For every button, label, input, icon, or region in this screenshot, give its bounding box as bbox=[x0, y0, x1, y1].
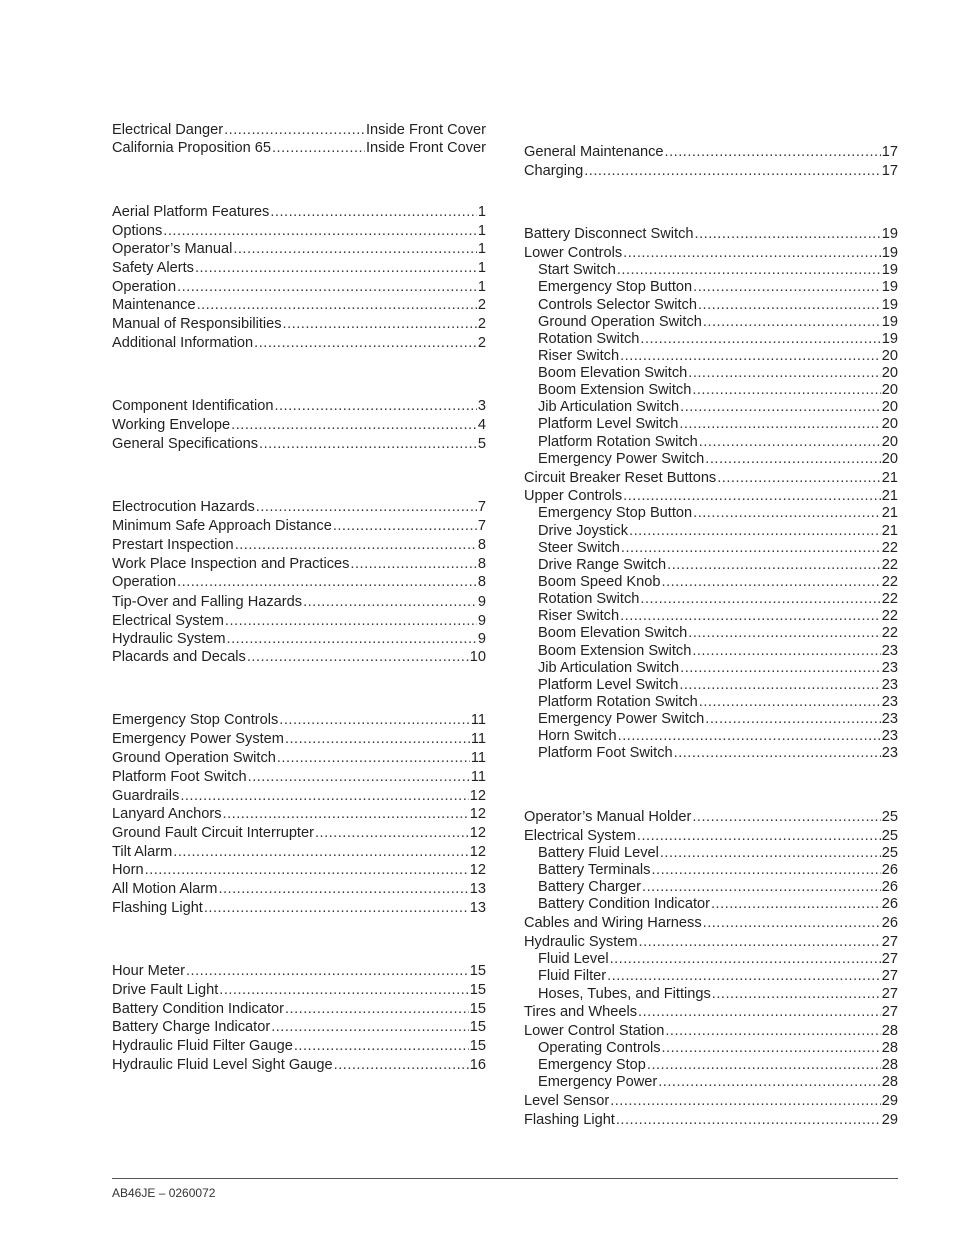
toc-entry bbox=[112, 397, 486, 416]
toc-entry-title: Emergency Stop Controls bbox=[112, 712, 279, 728]
toc-entry bbox=[112, 121, 486, 140]
toc-entry bbox=[538, 1073, 898, 1092]
dot-leader bbox=[231, 416, 477, 435]
toc-entry-title: Platform Foot Switch bbox=[538, 745, 673, 761]
toc-entry-page: 28 bbox=[881, 1040, 898, 1056]
toc-entry-title: Circuit Breaker Reset Buttons bbox=[524, 470, 717, 486]
toc-entry-title: Hydraulic System bbox=[524, 934, 638, 950]
toc-entry-title: Drive Fault Light bbox=[112, 982, 219, 998]
toc-entry bbox=[538, 967, 898, 986]
toc-entry-page: 8 bbox=[477, 537, 486, 553]
toc-entry-page: 11 bbox=[470, 769, 486, 785]
toc-entry-title: Aerial Platform Features bbox=[112, 204, 270, 220]
dot-leader bbox=[235, 536, 477, 555]
dot-leader bbox=[679, 415, 880, 434]
toc-entry-page: 12 bbox=[469, 862, 486, 878]
dot-leader bbox=[692, 808, 880, 827]
toc-entry-title: Flashing Light bbox=[112, 900, 203, 916]
toc-entry-page: 20 bbox=[881, 365, 898, 381]
toc-entry-title: Emergency Power System bbox=[112, 731, 284, 747]
toc-entry-page: 17 bbox=[881, 144, 898, 160]
toc-entry bbox=[538, 744, 898, 763]
toc-entry-title: Placards and Decals bbox=[112, 649, 246, 665]
dot-leader bbox=[227, 630, 477, 649]
toc-entry bbox=[112, 278, 486, 297]
toc-entry-title: Minimum Safe Approach Distance bbox=[112, 518, 332, 534]
toc-entry-page: 20 bbox=[881, 399, 898, 415]
toc-entry-title: Riser Switch bbox=[538, 348, 620, 364]
dot-leader bbox=[717, 469, 881, 488]
toc-entry-title: Battery Charger bbox=[538, 879, 642, 895]
toc-entry bbox=[112, 203, 486, 222]
toc-entry-page: 26 bbox=[881, 879, 898, 895]
toc-entry-title: All Motion Alarm bbox=[112, 881, 218, 897]
dot-leader bbox=[247, 648, 469, 667]
toc-entry-title: California Proposition 65 bbox=[112, 140, 271, 156]
toc-entry-page: 23 bbox=[881, 711, 898, 727]
dot-leader bbox=[195, 259, 477, 278]
toc-entry-page: 23 bbox=[881, 728, 898, 744]
toc-entry-page: 25 bbox=[881, 845, 898, 861]
dot-leader bbox=[712, 985, 881, 1004]
toc-entry bbox=[112, 730, 486, 749]
dot-leader bbox=[225, 612, 477, 631]
toc-entry-title: Hydraulic Fluid Level Sight Gauge bbox=[112, 1057, 333, 1073]
toc-entry bbox=[112, 824, 486, 843]
dot-leader bbox=[705, 450, 880, 469]
toc-entry bbox=[524, 1092, 898, 1111]
toc-entry bbox=[112, 1018, 486, 1037]
toc-entry bbox=[112, 296, 486, 315]
toc-entry-page: 22 bbox=[881, 557, 898, 573]
toc-entry bbox=[538, 895, 898, 914]
toc-entry bbox=[538, 504, 898, 523]
toc-entry-title: Ground Fault Circuit Interrupter bbox=[112, 825, 314, 841]
dot-leader bbox=[638, 1003, 881, 1022]
dot-leader bbox=[173, 843, 468, 862]
toc-entry-page: 22 bbox=[881, 625, 898, 641]
dot-leader bbox=[259, 435, 477, 454]
toc-entry-page: 9 bbox=[477, 631, 486, 647]
toc-entry-title: Emergency Power Switch bbox=[538, 451, 705, 467]
toc-entry-title: Platform Level Switch bbox=[538, 677, 679, 693]
toc-entry-page: 15 bbox=[469, 1001, 486, 1017]
dot-leader bbox=[584, 162, 881, 181]
toc-entry-page: 11 bbox=[470, 750, 486, 766]
toc-entry-title: Operator’s Manual bbox=[112, 241, 233, 257]
dot-leader bbox=[616, 1111, 881, 1130]
toc-entry bbox=[112, 517, 486, 536]
dot-leader bbox=[711, 895, 881, 914]
dot-leader bbox=[695, 225, 881, 244]
toc-entry-page: 20 bbox=[881, 416, 898, 432]
toc-entry-page: 25 bbox=[881, 828, 898, 844]
toc-entry-page: 11 bbox=[470, 731, 486, 747]
toc-entry-title: Fluid Filter bbox=[538, 968, 607, 984]
toc-entry-title: Work Place Inspection and Practices bbox=[112, 556, 350, 572]
toc-entry-title: Boom Elevation Switch bbox=[538, 365, 688, 381]
toc-entry bbox=[112, 139, 486, 158]
toc-entry-page: 1 bbox=[477, 204, 486, 220]
dot-leader bbox=[283, 315, 477, 334]
dot-leader bbox=[703, 914, 881, 933]
toc-entry-page: 19 bbox=[881, 279, 898, 295]
toc-entry-page: 19 bbox=[881, 245, 898, 261]
toc-entry bbox=[112, 334, 486, 353]
toc-entry-page: 12 bbox=[469, 825, 486, 841]
dot-leader bbox=[350, 555, 476, 574]
toc-entry-page: 25 bbox=[881, 809, 898, 825]
toc-entry-title: Boom Extension Switch bbox=[538, 643, 692, 659]
toc-entry-page: 28 bbox=[881, 1074, 898, 1090]
toc-entry bbox=[112, 843, 486, 862]
toc-entry-page: 23 bbox=[881, 660, 898, 676]
toc-entry-title: Operation bbox=[112, 574, 177, 590]
toc-entry-page: 2 bbox=[477, 297, 486, 313]
dot-leader bbox=[285, 1000, 469, 1019]
toc-entry-title: Hour Meter bbox=[112, 963, 185, 979]
toc-entry bbox=[112, 536, 486, 555]
toc-entry-title: Prestart Inspection bbox=[112, 537, 234, 553]
toc-entry-title: Riser Switch bbox=[538, 608, 620, 624]
toc-entry-page: 19 bbox=[881, 314, 898, 330]
toc-entry-page: 8 bbox=[477, 574, 486, 590]
dot-leader bbox=[279, 711, 470, 730]
toc-entry-page: 19 bbox=[881, 297, 898, 313]
toc-entry-title: Tilt Alarm bbox=[112, 844, 173, 860]
dot-leader bbox=[607, 967, 881, 986]
toc-entry-title: Ground Operation Switch bbox=[538, 314, 702, 330]
toc-entry-page: 20 bbox=[881, 382, 898, 398]
toc-entry-title: Hydraulic System bbox=[112, 631, 226, 647]
toc-entry-title: Lower Controls bbox=[524, 245, 623, 261]
toc-entry-page: 12 bbox=[469, 788, 486, 804]
toc-entry bbox=[538, 278, 898, 297]
toc-entry-title: Ground Operation Switch bbox=[112, 750, 276, 766]
toc-entry-page: 1 bbox=[477, 241, 486, 257]
toc-entry-title: Fluid Level bbox=[538, 951, 609, 967]
dot-leader bbox=[277, 749, 470, 768]
dot-leader bbox=[665, 143, 881, 162]
toc-entry bbox=[112, 416, 486, 435]
toc-entry-page: 15 bbox=[469, 1038, 486, 1054]
toc-entry-page: 7 bbox=[477, 518, 486, 534]
toc-entry-page: 28 bbox=[881, 1057, 898, 1073]
dot-leader bbox=[145, 861, 469, 880]
toc-entry-title: General Specifications bbox=[112, 436, 259, 452]
toc-entry-title: Battery Condition Indicator bbox=[538, 896, 710, 912]
toc-entry bbox=[524, 808, 898, 827]
toc-entry-title: Operator’s Manual Holder bbox=[524, 809, 692, 825]
toc-entry-page: 21 bbox=[881, 505, 898, 521]
toc-entry bbox=[524, 469, 898, 488]
dot-leader bbox=[177, 278, 477, 297]
toc-entry bbox=[112, 711, 486, 730]
dot-leader bbox=[186, 962, 469, 981]
toc-entry-page: 10 bbox=[469, 649, 486, 665]
toc-entry-page: 29 bbox=[881, 1112, 898, 1128]
toc-entry-title: Battery Condition Indicator bbox=[112, 1001, 284, 1017]
toc-entry-title: Platform Rotation Switch bbox=[538, 694, 698, 710]
toc-entry-page: 21 bbox=[881, 523, 898, 539]
toc-entry-page: 22 bbox=[881, 591, 898, 607]
toc-entry-title: Drive Joystick bbox=[538, 523, 629, 539]
toc-entry-title: Boom Elevation Switch bbox=[538, 625, 688, 641]
toc-entry-page: 5 bbox=[477, 436, 486, 452]
toc-entry-title: Manual of Responsibilities bbox=[112, 316, 282, 332]
toc-entry-title: Battery Disconnect Switch bbox=[524, 226, 694, 242]
toc-entry bbox=[112, 498, 486, 517]
toc-entry bbox=[524, 914, 898, 933]
toc-entry-page: 27 bbox=[881, 934, 898, 950]
toc-entry-page: 2 bbox=[477, 316, 486, 332]
toc-entry-page: 7 bbox=[477, 499, 486, 515]
dot-leader bbox=[224, 121, 365, 140]
dot-leader bbox=[294, 1037, 469, 1056]
toc-entry-page: 29 bbox=[881, 1093, 898, 1109]
toc-entry-title: Operation bbox=[112, 279, 177, 295]
toc-entry bbox=[112, 768, 486, 787]
toc-entry-page: Inside Front Cover bbox=[365, 122, 486, 138]
toc-entry-page: 13 bbox=[469, 900, 486, 916]
dot-leader bbox=[204, 899, 469, 918]
toc-entry bbox=[112, 880, 486, 899]
toc-entry-title: Tires and Wheels bbox=[524, 1004, 638, 1020]
toc-entry-page: 15 bbox=[469, 982, 486, 998]
toc-entry-title: Options bbox=[112, 223, 163, 239]
toc-entry-page: 15 bbox=[469, 963, 486, 979]
toc-entry-title: Platform Foot Switch bbox=[112, 769, 247, 785]
toc-entry-page: 23 bbox=[881, 745, 898, 761]
toc-entry bbox=[112, 630, 486, 649]
dot-leader bbox=[223, 805, 469, 824]
dot-leader bbox=[610, 1092, 881, 1111]
toc-entry bbox=[112, 648, 486, 667]
toc-entry-page: 1 bbox=[477, 279, 486, 295]
dot-leader bbox=[334, 1056, 469, 1075]
toc-entry-page: 21 bbox=[881, 470, 898, 486]
toc-entry-page: 23 bbox=[881, 694, 898, 710]
toc-entry-title: General Maintenance bbox=[524, 144, 664, 160]
toc-entry-page: 26 bbox=[881, 862, 898, 878]
toc-entry bbox=[112, 259, 486, 278]
toc-entry-page: 20 bbox=[881, 434, 898, 450]
toc-entry-page: 22 bbox=[881, 608, 898, 624]
toc-entry-page: 16 bbox=[469, 1057, 486, 1073]
toc-entry-page: 12 bbox=[469, 806, 486, 822]
dot-leader bbox=[271, 1018, 469, 1037]
dot-leader bbox=[219, 981, 469, 1000]
toc-entry-title: Emergency Power bbox=[538, 1074, 658, 1090]
toc-entry-title: Start Switch bbox=[538, 262, 616, 278]
toc-entry-title: Emergency Stop bbox=[538, 1057, 646, 1073]
toc-entry-title: Boom Extension Switch bbox=[538, 382, 692, 398]
dot-leader bbox=[180, 787, 468, 806]
toc-entry bbox=[524, 143, 898, 162]
toc-entry bbox=[112, 805, 486, 824]
toc-entry bbox=[112, 593, 486, 612]
toc-entry-title: Emergency Stop Button bbox=[538, 505, 693, 521]
toc-entry-title: Safety Alerts bbox=[112, 260, 194, 276]
toc-entry bbox=[112, 555, 486, 574]
toc-entry-title: Jib Articulation Switch bbox=[538, 660, 680, 676]
toc-entry-page: Inside Front Cover bbox=[365, 140, 486, 156]
toc-entry-page: 19 bbox=[881, 331, 898, 347]
toc-entry bbox=[112, 1000, 486, 1019]
toc-entry bbox=[538, 415, 898, 434]
toc-entry bbox=[112, 1037, 486, 1056]
toc-entry bbox=[524, 162, 898, 181]
footer-divider bbox=[112, 1178, 898, 1179]
dot-leader bbox=[658, 1073, 881, 1092]
toc-entry-page: 17 bbox=[881, 163, 898, 179]
toc-entry-page: 20 bbox=[881, 451, 898, 467]
toc-entry-page: 2 bbox=[477, 335, 486, 351]
toc-entry-title: Electrical System bbox=[524, 828, 636, 844]
toc-entry-title: Operating Controls bbox=[538, 1040, 661, 1056]
toc-entry-title: Hoses, Tubes, and Fittings bbox=[538, 986, 711, 1002]
toc-entry-title: Upper Controls bbox=[524, 488, 623, 504]
toc-entry-title: Boom Speed Knob bbox=[538, 574, 661, 590]
dot-leader bbox=[197, 296, 477, 315]
toc-entry-title: Emergency Stop Button bbox=[538, 279, 693, 295]
dot-leader bbox=[693, 504, 881, 523]
toc-entry-title: Steer Switch bbox=[538, 540, 620, 556]
toc-entry bbox=[112, 573, 486, 592]
dot-leader bbox=[688, 624, 881, 643]
dot-leader bbox=[674, 744, 881, 763]
toc-entry-title: Platform Level Switch bbox=[538, 416, 679, 432]
toc-entry-title: Charging bbox=[524, 163, 584, 179]
toc-entry bbox=[112, 899, 486, 918]
toc-entry-page: 13 bbox=[469, 881, 486, 897]
toc-entry-page: 22 bbox=[881, 540, 898, 556]
toc-entry-title: Working Envelope bbox=[112, 417, 231, 433]
toc-entry-title: Electrical System bbox=[112, 613, 224, 629]
toc-entry bbox=[112, 612, 486, 631]
toc-entry-page: 27 bbox=[881, 951, 898, 967]
toc-entry-title: Hydraulic Fluid Filter Gauge bbox=[112, 1038, 293, 1054]
toc-entry bbox=[538, 985, 898, 1004]
dot-leader bbox=[333, 517, 477, 536]
toc-entry bbox=[112, 222, 486, 241]
dot-leader bbox=[218, 880, 468, 899]
toc-entry-page: 12 bbox=[469, 844, 486, 860]
toc-entry bbox=[112, 1056, 486, 1075]
footer-document-id: AB46JE – 0260072 bbox=[112, 1186, 216, 1200]
toc-entry-title: Battery Charge Indicator bbox=[112, 1019, 271, 1035]
dot-leader bbox=[315, 824, 469, 843]
dot-leader bbox=[270, 203, 477, 222]
dot-leader bbox=[233, 240, 477, 259]
toc-entry-page: 15 bbox=[469, 1019, 486, 1035]
toc-entry-page: 3 bbox=[477, 398, 486, 414]
toc-entry-title: Guardrails bbox=[112, 788, 180, 804]
toc-entry-page: 19 bbox=[881, 262, 898, 278]
toc-entry bbox=[524, 225, 898, 244]
toc-entry-page: 22 bbox=[881, 574, 898, 590]
toc-entry-page: 26 bbox=[881, 915, 898, 931]
dot-leader bbox=[272, 139, 365, 158]
toc-entry-title: Lanyard Anchors bbox=[112, 806, 222, 822]
toc-entry-title: Maintenance bbox=[112, 297, 196, 313]
dot-leader bbox=[285, 730, 470, 749]
dot-leader bbox=[303, 593, 477, 612]
toc-entry-title: Additional Information bbox=[112, 335, 254, 351]
toc-entry bbox=[112, 861, 486, 880]
toc-entry-title: Horn bbox=[112, 862, 144, 878]
toc-entry-page: 1 bbox=[477, 260, 486, 276]
toc-entry bbox=[524, 1003, 898, 1022]
toc-entry-title: Cables and Wiring Harness bbox=[524, 915, 702, 931]
toc-entry-page: 27 bbox=[881, 986, 898, 1002]
dot-leader bbox=[254, 334, 477, 353]
toc-entry bbox=[112, 787, 486, 806]
toc-entry-title: Rotation Switch bbox=[538, 331, 640, 347]
toc-entry-title: Battery Fluid Level bbox=[538, 845, 659, 861]
toc-entry bbox=[524, 1111, 898, 1130]
toc-entry-title: Lower Control Station bbox=[524, 1023, 665, 1039]
toc-entry-page: 9 bbox=[477, 613, 486, 629]
toc-entry bbox=[112, 749, 486, 768]
toc-entry-page: 19 bbox=[881, 226, 898, 242]
toc-entry-page: 9 bbox=[477, 594, 486, 610]
toc-entry-page: 4 bbox=[477, 417, 486, 433]
toc-entry bbox=[538, 450, 898, 469]
toc-entry-title: Level Sensor bbox=[524, 1093, 610, 1109]
toc-entry-page: 8 bbox=[477, 556, 486, 572]
dot-leader bbox=[256, 498, 477, 517]
toc-entry-page: 23 bbox=[881, 677, 898, 693]
toc-entry-title: Platform Rotation Switch bbox=[538, 434, 698, 450]
toc-entry-page: 20 bbox=[881, 348, 898, 364]
dot-leader bbox=[163, 222, 477, 241]
toc-entry-page: 26 bbox=[881, 896, 898, 912]
toc-entry-page: 1 bbox=[477, 223, 486, 239]
toc-entry-page: 21 bbox=[881, 488, 898, 504]
toc-entry-page: 23 bbox=[881, 643, 898, 659]
toc-entry-title: Electrocution Hazards bbox=[112, 499, 255, 515]
toc-entry-title: Component Identification bbox=[112, 398, 274, 414]
toc-entry-title: Tip-Over and Falling Hazards bbox=[112, 594, 303, 610]
toc-entry-title: Battery Terminals bbox=[538, 862, 651, 878]
dot-leader bbox=[274, 397, 476, 416]
dot-leader bbox=[177, 573, 477, 592]
toc-entry bbox=[112, 962, 486, 981]
toc-entry bbox=[112, 240, 486, 259]
toc-entry-title: Electrical Danger bbox=[112, 122, 224, 138]
toc-entry-page: 28 bbox=[881, 1023, 898, 1039]
toc-entry bbox=[112, 981, 486, 1000]
toc-entry bbox=[112, 315, 486, 334]
toc-entry-title: Drive Range Switch bbox=[538, 557, 667, 573]
toc-entry-title: Horn Switch bbox=[538, 728, 617, 744]
toc-entry-page: 27 bbox=[881, 1004, 898, 1020]
toc-entry bbox=[112, 435, 486, 454]
toc-entry-page: 27 bbox=[881, 968, 898, 984]
toc-entry-title: Flashing Light bbox=[524, 1112, 615, 1128]
dot-leader bbox=[693, 278, 881, 297]
toc-entry-title: Controls Selector Switch bbox=[538, 297, 697, 313]
dot-leader bbox=[248, 768, 470, 787]
toc-entry-title: Rotation Switch bbox=[538, 591, 640, 607]
toc-entry-title: Jib Articulation Switch bbox=[538, 399, 680, 415]
toc-entry-page: 11 bbox=[470, 712, 486, 728]
toc-entry bbox=[538, 624, 898, 643]
toc-entry-title: Emergency Power Switch bbox=[538, 711, 705, 727]
